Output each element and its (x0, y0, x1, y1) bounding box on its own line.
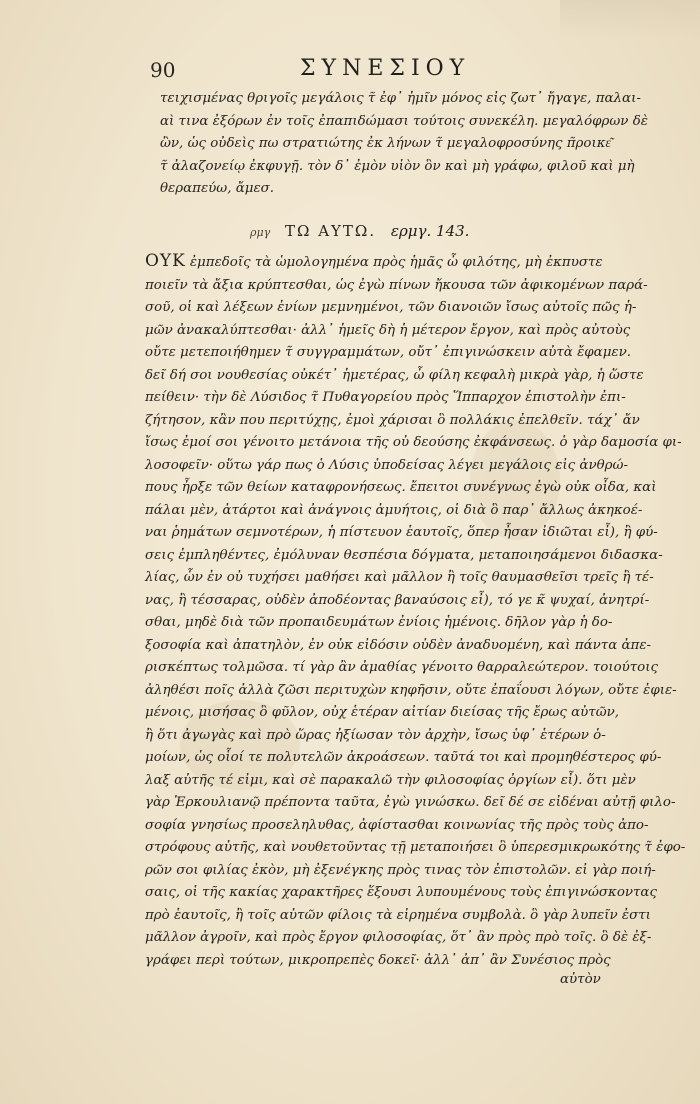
text-line: σαις, οἱ τῆς κακίας χαρακτῆρες ἕξουσι λυπουμένους τοὺς ἐπιγινώσκοντας (145, 885, 657, 900)
text-line: λοσοφεῖν· οὕτω γάρ πως ὁ Λύσις ὑποδείσας λέγει μεγάλοις εἰς ἀνθρώ- (145, 457, 628, 473)
text-line: πρὸ ἑαυτοῖς, ἢ τοῖς αὐτῶν φίλοις τὰ εἰρημένα συμβολὰ. ὃ γὰρ λυπεῖν ἐστι (145, 907, 651, 923)
text-line: στρόφους αὐτῆς, καὶ νουθετοῦντας τῇ μεταποιήσει ὃ ὑπερεσμικρωκότης τ̃ ἐφο- (145, 840, 686, 855)
text-line: λαξ αὐτῆς τέ εἰμι, καὶ σὲ παρακαλῶ τὴν φιλοσοφίας ὀργίων εἶ). ὅτι μὲν (145, 772, 636, 788)
letter-heading (250, 222, 550, 240)
text-line: πους ἦρξε τῶν θείων καταφρονήσεως. ἔπειτοι συνέγνως ἐγὼ οὐκ οἶδα, καὶ (145, 480, 657, 495)
text-line: ποιεῖν τὰ ἄξια κρύπτεσθαι, ὡς ἐγὼ πίνων ἤκουσα τῶν ἀφικομένων παρά- (145, 277, 648, 293)
text-line: ὢν, ὡς οὐδεὶς πω στρατιώτης ἐκ λήνων τ̃ μεγαλοφροσύνης π̃ροικε͂ (160, 136, 611, 151)
text-line: πάλαι μὲν, ἀτάρτοι καὶ ἀνάγνοις ἀμυήτοις, οἱ διὰ ὃ παρ᾽ ἄλλως ἀκηκοέ- (145, 502, 643, 518)
text-line: σεις ἐμπληθέντες, ἐμόλυναν θεσπέσια δόγματα, μεταποιησάμενοι διδασκα- (145, 547, 663, 563)
text-line-content: ἐμπεδοῖς τὰ ὡμολογημένα πρὸς ἡμᾶς ὦ φιλότης, μὴ ἐκπυστε (189, 255, 603, 270)
page-number: 90 (150, 58, 176, 82)
text-line: ζήτησον, κἂν που περιτύχῃς, ἐμοὶ χάρισαι ὃ πολλάκις ἐπελθεῖν. τάχ᾽ ἄν (145, 412, 640, 428)
text-line: λίας, ὧν ἐν οὐ τυχήσει μαθήσει καὶ μᾶλλον ἢ τοῖς θαυμασθεῖσι τρεῖς ἢ τέ- (145, 570, 654, 585)
letter-body (145, 250, 686, 972)
text-line: σθαι, μηδὲ διὰ τῶν προπαιδευμάτων ἐνίοις ἡμένοις. δῆλον γὰρ ἡ δο- (145, 615, 613, 630)
text-line: γὰρ Ἐρκουλιανῷ πρέποντα ταῦτα, ἐγὼ γινώσκω. δεῖ δέ σε εἰδέναι αὐτῇ φιλο- (145, 795, 676, 810)
text-line: θεραπεύω, ἄμεσ. (160, 181, 275, 196)
handwritten-note: ερμγ. 143. (390, 222, 470, 240)
text-line: αὶ τινα ἐξόρων ἐν τοῖς ἐπαπιδώμασι τούτοις συνεκέλη. μεγαλόφρων δὲ (160, 113, 648, 129)
text-line: ξοσοφία καὶ ἀπατηλὸν, ἐν οὐκ εἰδόσιν οὐδὲν ἀναδυομένη, καὶ πάντα ἀπε- (145, 637, 652, 653)
text-line: γράφει περὶ τούτων, μικροπρεπὲς δοκεῖ· ἀλλ᾽ ἀπ᾽ ἂν Συνέσιος πρὸς (145, 952, 611, 968)
text-line: μοίων, ὡς οἷοί τε πολυτελῶν ἀκροάσεων. ταῦτά τοι καὶ προμηθέστερος φύ- (145, 750, 662, 765)
text-line: ἴσως ἐμοί σοι γένοιτο μετάνοια τῆς οὐ δεούσης ἐκφάνσεως. ὁ γὰρ δαμοσία φι- (145, 435, 682, 450)
text-line: νας, ἢ τέσσαρας, οὐδὲν ἀποδέοντας βαναύσοις εἶ), τό γε κ̃ ψυχαί, ἀνητρί- (145, 592, 650, 608)
text-line: οὔτε μετεποιήθημεν τ̃ συγγραμμάτων, οὔτ᾽ ἐπιγινώσκειν αὐτὰ ἔφαμεν. (145, 345, 631, 360)
heading-margin-note: ρμγ (250, 226, 271, 239)
text-line: ἀληθέσι ποῖς ἀλλὰ ζῶσι περιτυχὼν κηφῆσιν, οὔτε ἐπαΐουσι λόγων, οὔτε ἐφιε- (145, 682, 677, 698)
catchword: αὐτὸν (560, 972, 601, 987)
page-header (150, 56, 600, 86)
previous-letter-ending (160, 88, 648, 201)
text-line: ναι ῥημάτων σεμνοτέρων, ἡ πίστευον ἑαυτοῖς, ὅπερ ἦσαν ἰδιῶται εἶ), ἢ φύ- (145, 525, 658, 540)
text-line: σοῦ, οἱ καὶ λέξεων ἐνίων μεμνημένοι, τῶν διανοιῶν ἴσως αὐτοῖς πῶς ἡ- (145, 300, 637, 315)
text-line (145, 250, 605, 275)
text-line: ρισκέπτως τολμῶσα. τί γὰρ ἂν ἀμαθίας γένοιτο θαρραλεώτερον. τοιούτοις (145, 660, 658, 675)
text-line: τειχισμένας θριγοῖς μεγάλοις τ̃ ἐφ᾽ ἡμῖν μόνος εἰς ζωτ᾽ ἤγαγε, παλαι- (160, 91, 641, 106)
text-line: δεῖ δή σοι νουθεσίας οὐκέτ᾽ ἡμετέρας, ὦ φίλη κεφαλὴ μικρὰ γὰρ, ἡ ὥστε (145, 367, 644, 383)
text-line: σοφία γνησίως προσεληλυθας, ἀφίστασθαι κοινωνίας τῆς πρὸς τοὺς ἀπο- (145, 817, 649, 833)
text-line: πείθειν· τὴν δὲ Λύσιδος τ̃ Πυθαγορείου πρὸς Ἵππαρχον ἐπιστολὴν ἐπι- (145, 390, 626, 405)
text-line: ρῶν σοι φιλίας ἐκὸν, μὴ ἐξενέγκης πρὸς τινας τὸν ἐπιστολῶν. εἰ γὰρ ποιή- (145, 862, 656, 878)
running-title: ΣΥΝΕΣΙΟΥ (300, 56, 471, 81)
torn-page-edge (560, 0, 700, 40)
text-line: τ̃ ἀλαζονείῳ ἐκφυγῇ. τὸν δ᾽ ἐμὸν υἱὸν ὃν καὶ μὴ γράφω, φιλοῦ καὶ μὴ (160, 158, 635, 174)
text-line: μᾶλλον ἀγροῖν, καὶ πρὸς ἔργον φιλοσοφίας, ὅτ᾽ ἂν πρὸς πρὸ τοῖς. ὃ δὲ ἐξ- (145, 930, 652, 945)
letter-title: ΤΩ ΑΥΤΩ. (284, 222, 377, 240)
text-line: μένοις, μισήσας ὃ φῦλον, οὐχ ἑτέραν αἰτίαν διείσας τῆς ἔρως αὐτῶν, (145, 705, 620, 720)
text-line: μῶν ἀνακαλύπτεσθαι· ἀλλ᾽ ἡμεῖς δὴ ἡ μέτερον ἔργον, καὶ πρὸς αὐτοὺς (145, 322, 631, 338)
text-line: ἢ ὅτι ἀγωγὰς καὶ πρὸ ὥρας ἠξίωσαν τὸν ἀρχὴν, ἴσως ὑφ᾽ ἑτέρων ὁ- (145, 727, 606, 743)
initial-letters: ΟΥΚ (145, 251, 186, 271)
